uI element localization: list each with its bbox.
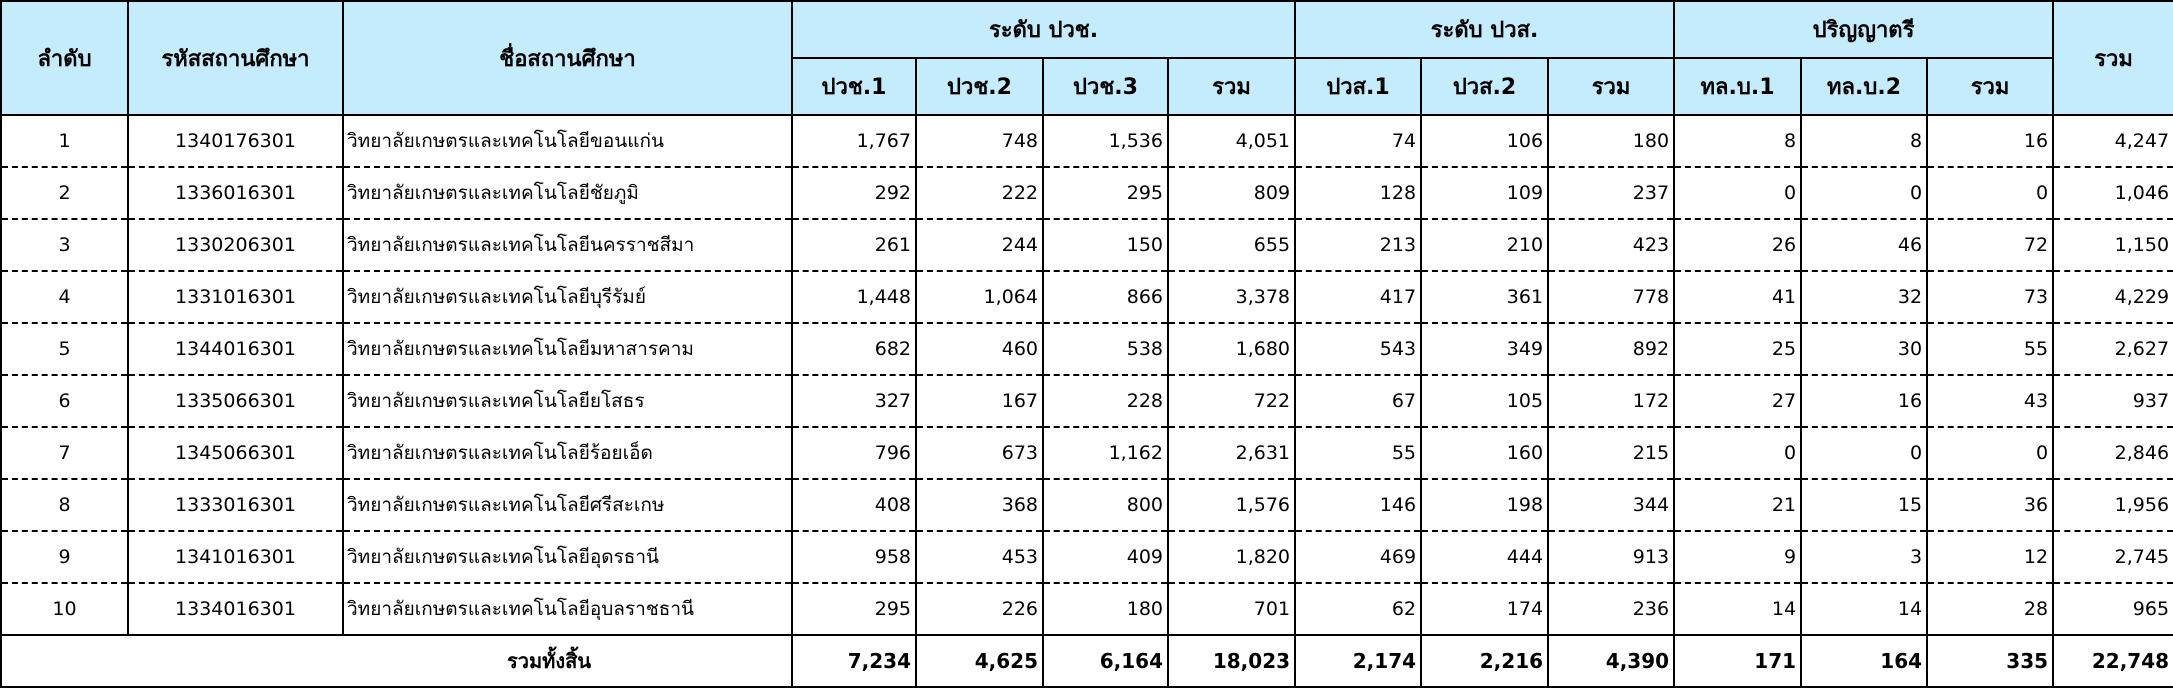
table-row [1, 427, 2173, 479]
cell-bach-1: 0 [1674, 167, 1801, 219]
header-name: ชื่อสถานศึกษา [343, 1, 792, 115]
header-pvs-group: ระดับ ปวส. [1295, 1, 1674, 58]
cell-pvs-2: 349 [1421, 323, 1548, 375]
total-pvs-2: 2,216 [1421, 635, 1548, 687]
cell-pvs-sum: 778 [1548, 271, 1674, 323]
header-bach-group: ปริญญาตรี [1674, 1, 2053, 58]
cell-code: 1331016301 [128, 271, 343, 323]
cell-name: วิทยาลัยเกษตรและเทคโนโลยีบุรีรัมย์ [343, 271, 792, 323]
cell-pvs-sum: 237 [1548, 167, 1674, 219]
header-pvc-1: ปวช.1 [792, 58, 916, 115]
cell-pvc-sum: 809 [1168, 167, 1295, 219]
cell-bach-sum: 72 [1927, 219, 2053, 271]
cell-pvc-1: 327 [792, 375, 916, 427]
cell-bach-2: 0 [1801, 427, 1927, 479]
header-bach-sum: รวม [1927, 58, 2053, 115]
total-bach-1: 171 [1674, 635, 1801, 687]
total-bach-2: 164 [1801, 635, 1927, 687]
header-no: ลำดับ [1, 1, 128, 115]
cell-pvc-1: 958 [792, 531, 916, 583]
cell-pvc-1: 292 [792, 167, 916, 219]
cell-pvs-1: 67 [1295, 375, 1421, 427]
cell-pvc-1: 295 [792, 583, 916, 635]
cell-no: 9 [1, 531, 128, 583]
cell-pvc-1: 1,448 [792, 271, 916, 323]
cell-name: วิทยาลัยเกษตรและเทคโนโลยีอุบลราชธานี [343, 583, 792, 635]
table-body [1, 115, 2173, 635]
cell-name: วิทยาลัยเกษตรและเทคโนโลยีร้อยเอ็ด [343, 427, 792, 479]
total-bach-sum: 335 [1927, 635, 2053, 687]
header-bach-1: ทล.บ.1 [1674, 58, 1801, 115]
cell-name: วิทยาลัยเกษตรและเทคโนโลยีศรีสะเกษ [343, 479, 792, 531]
cell-total: 2,846 [2053, 427, 2173, 479]
cell-pvc-sum: 2,631 [1168, 427, 1295, 479]
cell-code: 1341016301 [128, 531, 343, 583]
cell-pvs-1: 543 [1295, 323, 1421, 375]
cell-pvc-sum: 1,680 [1168, 323, 1295, 375]
cell-code: 1333016301 [128, 479, 343, 531]
cell-pvc-1: 408 [792, 479, 916, 531]
cell-no: 6 [1, 375, 128, 427]
cell-no: 5 [1, 323, 128, 375]
cell-bach-1: 9 [1674, 531, 1801, 583]
cell-pvc-3: 866 [1043, 271, 1168, 323]
cell-code: 1335066301 [128, 375, 343, 427]
table-row [1, 271, 2173, 323]
cell-total: 4,229 [2053, 271, 2173, 323]
cell-pvs-sum: 423 [1548, 219, 1674, 271]
cell-pvs-1: 146 [1295, 479, 1421, 531]
cell-no: 4 [1, 271, 128, 323]
cell-pvc-3: 1,162 [1043, 427, 1168, 479]
cell-bach-sum: 28 [1927, 583, 2053, 635]
cell-pvc-1: 682 [792, 323, 916, 375]
total-pvc-3: 6,164 [1043, 635, 1168, 687]
total-label: รวมทั้งสิ้น [1, 635, 792, 687]
cell-pvs-2: 174 [1421, 583, 1548, 635]
cell-pvs-1: 128 [1295, 167, 1421, 219]
cell-name: วิทยาลัยเกษตรและเทคโนโลยีนครราชสีมา [343, 219, 792, 271]
cell-bach-2: 15 [1801, 479, 1927, 531]
cell-no: 2 [1, 167, 128, 219]
cell-bach-2: 46 [1801, 219, 1927, 271]
header-pvs-2: ปวส.2 [1421, 58, 1548, 115]
cell-pvc-2: 673 [916, 427, 1043, 479]
cell-name: วิทยาลัยเกษตรและเทคโนโลยีชัยภูมิ [343, 167, 792, 219]
header-pvc-group: ระดับ ปวช. [792, 1, 1295, 58]
cell-pvc-3: 295 [1043, 167, 1168, 219]
cell-bach-sum: 55 [1927, 323, 2053, 375]
cell-bach-sum: 36 [1927, 479, 2053, 531]
cell-no: 1 [1, 115, 128, 167]
cell-total: 1,150 [2053, 219, 2173, 271]
cell-code: 1344016301 [128, 323, 343, 375]
table-header [1, 1, 2173, 115]
cell-pvs-sum: 892 [1548, 323, 1674, 375]
cell-bach-sum: 0 [1927, 427, 2053, 479]
header-pvc-3: ปวช.3 [1043, 58, 1168, 115]
cell-bach-1: 25 [1674, 323, 1801, 375]
cell-pvc-2: 368 [916, 479, 1043, 531]
table-row [1, 219, 2173, 271]
table-row [1, 583, 2173, 635]
table-row [1, 375, 2173, 427]
cell-pvc-2: 1,064 [916, 271, 1043, 323]
cell-pvc-3: 538 [1043, 323, 1168, 375]
header-total: รวม [2053, 1, 2173, 115]
cell-bach-sum: 0 [1927, 167, 2053, 219]
cell-pvs-sum: 172 [1548, 375, 1674, 427]
cell-pvc-2: 226 [916, 583, 1043, 635]
cell-pvs-sum: 913 [1548, 531, 1674, 583]
header-pvs-1: ปวส.1 [1295, 58, 1421, 115]
cell-name: วิทยาลัยเกษตรและเทคโนโลยียโสธร [343, 375, 792, 427]
cell-pvs-2: 105 [1421, 375, 1548, 427]
cell-total: 1,956 [2053, 479, 2173, 531]
cell-bach-sum: 73 [1927, 271, 2053, 323]
total-pvc-2: 4,625 [916, 635, 1043, 687]
cell-pvs-2: 198 [1421, 479, 1548, 531]
table-row [1, 323, 2173, 375]
cell-bach-1: 26 [1674, 219, 1801, 271]
cell-total: 965 [2053, 583, 2173, 635]
cell-bach-sum: 16 [1927, 115, 2053, 167]
cell-bach-2: 0 [1801, 167, 1927, 219]
header-bach-2: ทล.บ.2 [1801, 58, 1927, 115]
cell-bach-1: 14 [1674, 583, 1801, 635]
cell-pvc-sum: 3,378 [1168, 271, 1295, 323]
cell-pvc-sum: 1,820 [1168, 531, 1295, 583]
cell-bach-1: 0 [1674, 427, 1801, 479]
cell-pvs-2: 109 [1421, 167, 1548, 219]
cell-pvc-2: 244 [916, 219, 1043, 271]
cell-pvs-1: 213 [1295, 219, 1421, 271]
cell-pvs-1: 55 [1295, 427, 1421, 479]
total-row [1, 635, 2173, 687]
cell-pvs-2: 160 [1421, 427, 1548, 479]
cell-pvc-3: 180 [1043, 583, 1168, 635]
cell-pvs-1: 469 [1295, 531, 1421, 583]
cell-pvc-3: 150 [1043, 219, 1168, 271]
cell-bach-1: 27 [1674, 375, 1801, 427]
header-pvc-sum: รวม [1168, 58, 1295, 115]
cell-total: 4,247 [2053, 115, 2173, 167]
cell-pvc-2: 453 [916, 531, 1043, 583]
table-row [1, 167, 2173, 219]
cell-pvc-1: 1,767 [792, 115, 916, 167]
cell-bach-2: 16 [1801, 375, 1927, 427]
cell-bach-2: 3 [1801, 531, 1927, 583]
cell-no: 7 [1, 427, 128, 479]
cell-name: วิทยาลัยเกษตรและเทคโนโลยีอุดรธานี [343, 531, 792, 583]
cell-bach-2: 32 [1801, 271, 1927, 323]
cell-code: 1340176301 [128, 115, 343, 167]
cell-bach-1: 41 [1674, 271, 1801, 323]
cell-pvc-sum: 655 [1168, 219, 1295, 271]
cell-bach-2: 30 [1801, 323, 1927, 375]
cell-code: 1336016301 [128, 167, 343, 219]
table-row [1, 531, 2173, 583]
header-pvs-sum: รวม [1548, 58, 1674, 115]
cell-code: 1330206301 [128, 219, 343, 271]
total-grand: 22,748 [2053, 635, 2173, 687]
table-row [1, 479, 2173, 531]
cell-bach-2: 8 [1801, 115, 1927, 167]
cell-pvc-3: 800 [1043, 479, 1168, 531]
cell-no: 3 [1, 219, 128, 271]
cell-pvs-2: 444 [1421, 531, 1548, 583]
cell-pvc-2: 222 [916, 167, 1043, 219]
cell-code: 1334016301 [128, 583, 343, 635]
cell-pvs-1: 417 [1295, 271, 1421, 323]
total-pvs-1: 2,174 [1295, 635, 1421, 687]
cell-bach-sum: 12 [1927, 531, 2053, 583]
cell-pvc-2: 460 [916, 323, 1043, 375]
cell-pvc-sum: 722 [1168, 375, 1295, 427]
cell-pvc-3: 228 [1043, 375, 1168, 427]
cell-no: 10 [1, 583, 128, 635]
cell-bach-2: 14 [1801, 583, 1927, 635]
cell-no: 8 [1, 479, 128, 531]
cell-pvs-2: 361 [1421, 271, 1548, 323]
cell-pvc-3: 1,536 [1043, 115, 1168, 167]
table-row [1, 115, 2173, 167]
total-pvc-1: 7,234 [792, 635, 916, 687]
header-pvc-2: ปวช.2 [916, 58, 1043, 115]
total-pvs-sum: 4,390 [1548, 635, 1674, 687]
cell-name: วิทยาลัยเกษตรและเทคโนโลยีมหาสารคาม [343, 323, 792, 375]
cell-pvs-sum: 236 [1548, 583, 1674, 635]
cell-bach-1: 21 [1674, 479, 1801, 531]
total-pvc-sum: 18,023 [1168, 635, 1295, 687]
cell-bach-sum: 43 [1927, 375, 2053, 427]
cell-pvc-1: 796 [792, 427, 916, 479]
cell-pvs-1: 74 [1295, 115, 1421, 167]
cell-pvc-2: 167 [916, 375, 1043, 427]
cell-pvs-2: 106 [1421, 115, 1548, 167]
cell-pvc-1: 261 [792, 219, 916, 271]
cell-name: วิทยาลัยเกษตรและเทคโนโลยีขอนแก่น [343, 115, 792, 167]
cell-pvc-2: 748 [916, 115, 1043, 167]
cell-pvs-sum: 215 [1548, 427, 1674, 479]
cell-pvc-sum: 701 [1168, 583, 1295, 635]
cell-total: 2,627 [2053, 323, 2173, 375]
cell-pvc-sum: 4,051 [1168, 115, 1295, 167]
cell-pvs-2: 210 [1421, 219, 1548, 271]
cell-code: 1345066301 [128, 427, 343, 479]
cell-pvs-sum: 180 [1548, 115, 1674, 167]
cell-pvc-sum: 1,576 [1168, 479, 1295, 531]
cell-bach-1: 8 [1674, 115, 1801, 167]
cell-total: 1,046 [2053, 167, 2173, 219]
cell-pvs-1: 62 [1295, 583, 1421, 635]
cell-total: 937 [2053, 375, 2173, 427]
cell-total: 2,745 [2053, 531, 2173, 583]
cell-pvs-sum: 344 [1548, 479, 1674, 531]
cell-pvc-3: 409 [1043, 531, 1168, 583]
header-code: รหัสสถานศึกษา [128, 1, 343, 115]
